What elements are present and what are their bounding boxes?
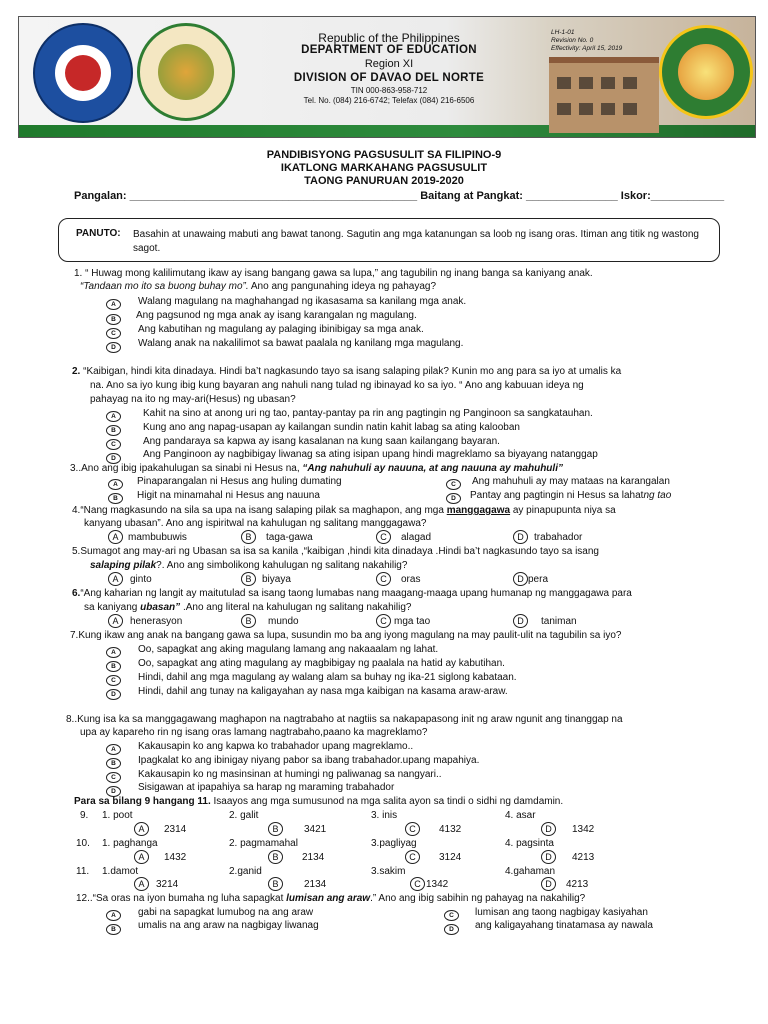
q10-option-d-bubble[interactable]: D [541,850,556,864]
q10-option-c: 3124 [439,852,462,863]
q10-option-c-bubble[interactable]: C [405,850,420,864]
q11-option-a: 3214 [156,879,179,890]
q8-option-b: Ipagkalat ko ang ibinigay niyang pabor sa ibang trabahador.upang mapahiya. [138,755,480,766]
header-region: Region XI [364,58,414,70]
q9-word-3: 3. inis [371,810,398,821]
division-office-building-photo [549,57,659,133]
school-year: TAONG PANURUAN 2019-2020 [304,175,464,187]
q12-option-b-bubble[interactable]: B [106,924,121,935]
q5-question: ?. Ano ang simbolikong kahulugan ng salitang nakahilig? [156,560,408,571]
q10-word-3: 3.pagliyag [371,838,417,849]
q10-word-4: 4. pagsinta [505,838,554,849]
q9-option-b-bubble[interactable]: B [268,822,283,836]
q1-quote: “Tandaan mo ito sa buong buhay mo”. [80,281,249,292]
q3-option-d-bubble[interactable]: D [446,493,461,504]
section-instruction-9-11 [74,796,563,808]
q8-option-b-bubble[interactable]: B [106,758,121,769]
q1-option-b-bubble[interactable]: B [106,314,121,325]
q12-option-c-bubble[interactable]: C [444,910,459,921]
q5-option-d: pera [528,574,549,585]
q3-option-d-italic: ng tao [643,490,672,501]
q2-option-a-bubble[interactable]: A [106,411,121,422]
q12-option-a-bubble[interactable]: A [106,910,121,921]
q9-word-1: 1. poot [102,810,133,821]
q10-word-2: 2. pagmamahal [229,838,298,849]
q9-option-c-bubble[interactable]: C [405,822,420,836]
q2-option-a: Kahit na sino at anong uri ng tao, pantay-pantay pa rin ang pagtingin ng Panginoon sa sangkatauhan. [143,408,593,419]
q4-option-b: taga-gawa [266,532,313,543]
q2-line1: “Kaibigan, hindi kita dinadaya. Hindi ba’t nagkasundo tayo sa isang salaping pilak? Kunin mo ang para sa iyo at umalis ka [83,366,622,377]
q2-stem-line3: pahayag na ito ng may-ari(Hesus) ng ubasan? [90,394,296,405]
doc-revision-block [551,29,622,53]
q2-stem [72,366,621,378]
q10-word-1: 1. paghanga [102,838,158,849]
q12-stem [76,893,585,905]
q2-number: 2. [72,366,81,377]
q6-stem-line2 [84,602,411,614]
q1-option-a-bubble[interactable]: A [106,299,121,310]
q11-option-d: 4213 [566,879,589,890]
q5-option-c: oras [401,574,421,585]
q10-option-a-bubble[interactable]: A [134,850,149,864]
header-division: DIVISION OF DAVAO DEL NORTE [293,72,485,84]
q4-option-d: trabahador [534,532,583,543]
q11-option-b: 2134 [304,879,327,890]
q11-option-a-bubble[interactable]: A [134,877,149,891]
q3-option-d-text: Pantay ang pagtingin ni Hesus sa lahat [470,490,644,501]
q6-keyword: ubasan” [140,602,181,613]
exam-subtitle: IKATLONG MARKAHANG PAGSUSULIT [280,162,488,174]
q4-stem-post: ay pinapupunta niya sa [510,505,616,516]
q5-stem: 5.Sumagot ang may-ari ng Ubasan sa isa sa kanila ,“kaibigan ,hindi kita dinadaya .Hindi ba’t nagkasundo tayo sa isang [72,546,599,557]
division-davao-del-norte-seal-logo [659,25,753,119]
q6-option-a: henerasyon [130,616,183,627]
q9-option-d-bubble[interactable]: D [541,822,556,836]
exam-title: PANDIBISYONG PAGSUSULIT SA FILIPINO-9 [266,149,502,161]
q4-stem-line2: kanyang ubasan”. Ano ang ispiritwal na kahulugan ng salitang manggagawa? [84,518,427,529]
q2-option-c: Ang pandaraya sa kapwa ay isang kasalanan na kung saan kailangang bayaran. [143,436,500,447]
q8-option-c: Kakausapin ko ng masinsinan at humingi ng paliwanag sa nangyari.. [138,769,442,780]
q4-option-c-bubble[interactable]: C [376,530,391,544]
q3-option-c-bubble[interactable]: C [446,479,461,490]
q10-number: 10. [76,838,90,849]
q3-option-a-bubble[interactable]: A [108,479,123,490]
q4-keyword: manggagawa [446,505,511,516]
q9-option-a-bubble[interactable]: A [134,822,149,836]
q7-option-d-bubble[interactable]: D [106,689,121,700]
q8-stem: 8..Kung isa ka sa manggagawang maghapon na nagtrabaho at nagtiis sa nakapapasong init ng araw ngunit ang tinanggap na [66,714,623,725]
q1-option-c: Ang kabutihan ng magulang ay palaging ibinibigay sa mga anak. [138,324,424,335]
q11-option-c: 1342 [426,879,449,890]
q9-option-c: 4132 [439,824,462,835]
q11-word-3: 3.sakim [371,866,406,877]
q6-option-a-bubble[interactable]: A [108,614,123,628]
q9-number: 9. [80,810,89,821]
q3-question: 3..Ano ang ibig ipakahulugan sa sinabi ni Hesus na, [70,463,303,474]
q7-option-a-bubble[interactable]: A [106,647,121,658]
q10-option-a: 1432 [164,852,187,863]
deped-seal-logo [33,23,133,123]
q8-option-d-bubble[interactable]: D [106,786,121,797]
q2-option-d-bubble[interactable]: D [106,453,121,464]
q3-stem [70,463,563,475]
q3-option-b: Higit na minamahal ni Hesus ang nauuna [137,490,320,501]
q3-option-d [470,490,671,502]
q6-option-c-bubble[interactable]: C [376,614,391,628]
instructions-text: Basahin at unawaing mabuti ang bawat tanong. Sagutin ang mga katanungan sa loob ng isang oras. Itiman ang titik ng wastong sagot. [133,229,699,254]
q1-option-c-bubble[interactable]: C [106,328,121,339]
q6-option-d: taniman [541,616,577,627]
q1-question: Ano ang pangunahing ideya ng pahayag? [248,281,437,292]
q5-keyword: salaping pilak [90,560,157,571]
department-of-education-seal-logo [137,23,235,121]
doc-code: LH-1-01 [551,29,575,36]
q7-option-b-bubble[interactable]: B [106,661,121,672]
header-tin: TIN 000-863-958-712 [350,86,428,95]
q7-option-c: Hindi, dahil ang mga magulang ay walang alam sa buhay ng ika-21 siglong kabataan. [138,672,517,683]
q3-quote: “Ang nahuhuli ay nauuna, at ang nauuna ay mahuhuli” [302,463,563,474]
q9-option-d: 1342 [572,824,595,835]
q11-word-2: 2.ganid [229,866,262,877]
q1-stem: 1. “ Huwag mong kalilimutang ikaw ay isang bangang gawa sa lupa,” ang tagubilin ng inang banga sa kaniyang anak. [74,268,593,279]
q8-option-d: Sisigawan at ipapahiya sa harap ng maraming trabahador [138,782,395,793]
q6-option-b: mundo [268,616,299,627]
q5-option-b-bubble[interactable]: B [241,572,256,586]
q5-option-d-bubble[interactable]: D [513,572,528,586]
q4-option-c: alagad [401,532,432,543]
q2-option-b-bubble[interactable]: B [106,425,121,436]
q7-option-c-bubble[interactable]: C [106,675,121,686]
q12-stem-pre: 12..“Sa oras na iyon bumaha ng luha sapagkat [76,893,287,904]
letterhead-banner [18,16,756,138]
q6-stem-pre: sa kaniyang [84,602,141,613]
q1-option-d: Walang anak na nakalilimot sa bawat paalala ng kanilang mga magulang. [138,338,464,349]
q5-option-a-bubble[interactable]: A [108,572,123,586]
header-republic: Republic of the Philippines [318,31,460,45]
q9-word-2: 2. galit [229,810,259,821]
range-label: Para sa bilang 9 hangang 11. [74,796,211,807]
q12-stem-post: .” Ano ang ibig sabihin ng pahayag na nakahilig? [370,893,586,904]
q9-option-a: 2314 [164,824,187,835]
q6-option-b-bubble[interactable]: B [241,614,256,628]
q8-stem-line2: upa ay kapareho rin ng isang oras lamang nagtrabaho,paano ka magreklamo? [80,727,428,738]
q4-option-d-bubble[interactable]: D [513,530,528,544]
q8-option-c-bubble[interactable]: C [106,772,121,783]
q6-stem [72,588,632,600]
q5-option-b: biyaya [262,574,291,585]
q12-option-a: gabi na sapagkat lumubog na ang araw [138,907,314,918]
q6-number: 6. [72,588,81,599]
q10-option-b-bubble[interactable]: B [268,850,283,864]
q3-option-a: Pinaparangalan ni Hesus ang huling dumating [137,476,342,487]
instructions-label: PANUTO: [76,228,121,239]
q1-option-a: Walang magulang na maghahangad ng ikasasama sa kanilang mga anak. [138,296,467,307]
q5-option-c-bubble[interactable]: C [376,572,391,586]
q11-word-1: 1.damot [102,866,139,877]
q11-number: 11. [76,866,90,877]
q7-option-a: Oo, sapagkat ang aking magulang lamang ang nakaaalam ng lahat. [138,644,439,655]
q10-option-d: 4213 [572,852,595,863]
q1-stem-line2 [80,281,436,293]
q6-option-d-bubble[interactable]: D [513,614,528,628]
q8-option-a-bubble[interactable]: A [106,744,121,755]
q4-stem [72,505,616,517]
q12-option-d-bubble[interactable]: D [444,924,459,935]
q6-option-c: mga tao [394,616,431,627]
q10-option-b: 2134 [302,852,325,863]
q2-option-b: Kung ano ang napag-usapan ay kailangan sundin natin kahit labag sa ating kalooban [143,422,520,433]
q12-option-c: lumisan ang taong nagbigay kasiyahan [475,907,648,918]
q4-option-a: mambubuwis [128,532,187,543]
q7-option-b: Oo, sapagkat ang ating magulang ay magbibigay ng paalala na hatid ay kabutihan. [138,658,505,669]
header-department: DEPARTMENT OF EDUCATION [301,44,477,56]
q11-word-4: 4.gahaman [505,866,556,877]
q3-option-b-bubble[interactable]: B [108,493,123,504]
q1-option-b: Ang pagsunod ng mga anak ay isang karangalan ng magulang. [136,310,417,321]
q1-option-d-bubble[interactable]: D [106,342,121,353]
q8-option-a: Kakausapin ko ang kapwa ko trabahador upang magreklamo.. [138,741,414,752]
header-tel: Tel. No. (084) 216-6742; Telefax (084) 216-6506 [303,96,475,105]
q7-stem: 7.Kung ikaw ang anak na bangang gawa sa lupa, susundin mo ba ang iyong magulang na may paulit-ulit na tagubilin sa iyo? [70,630,622,641]
q12-option-d: ang kaligayahang tinatamasa ay nawala [475,920,653,931]
q4-option-b-bubble[interactable]: B [241,530,256,544]
q3-option-c: Ang mahuhuli ay may mataas na karangalan [472,476,670,487]
q6-line1: “Ang kaharian ng langit ay maitutulad sa isang taong lumabas nang maagang-maaga upang humanap ng manggagawa para [80,588,632,599]
q5-option-a: ginto [130,574,152,585]
q9-option-b: 3421 [304,824,327,835]
q2-option-d: Ang Panginoon ay nagbibigay liwanag sa ating isipan upang hindi magreklamo sa biyayang natanggap [143,449,598,460]
q12-keyword: lumisan ang araw [286,893,371,904]
q11-option-c-bubble[interactable]: C [410,877,425,891]
q4-stem-pre: 4.“Nang magkasundo na sila sa upa na isang salaping pilak sa maghapon, ang mga [72,505,447,516]
q12-option-b: umalis na ang araw na nagbigay liwanag [138,920,319,931]
q5-stem-line2 [90,560,407,572]
range-text: Isaayos ang mga sumusunod na mga salita ayon sa tindi o sidhi ng damdamin. [210,796,564,807]
q2-stem-line2: na. Ano sa iyo kung ibig kung bayaran ang nahuli nang tulad ng ibinayad ko sa iyo. “ Ano ang kabuuan ideya ng [90,380,584,391]
q4-option-a-bubble[interactable]: A [108,530,123,544]
doc-effectivity: Effectivity: April 15, 2019 [551,45,623,52]
q2-option-c-bubble[interactable]: C [106,439,121,450]
doc-revision: Revision No. 0 [551,37,594,44]
q11-option-b-bubble[interactable]: B [268,877,283,891]
q9-word-4: 4. asar [505,810,536,821]
q6-stem-post: .Ano ang literal na kahulugan ng salitang nakahilig? [180,602,412,613]
q11-option-d-bubble[interactable]: D [541,877,556,891]
q7-option-d: Hindi, dahil ang tunay na kaligayahan ay nasa mga kaibigan na kasama araw-araw. [138,686,508,697]
student-info-line: Pangalan: _______________________________________________ Baitang at Pangkat: _______________ Iskor:____________ [74,190,725,202]
